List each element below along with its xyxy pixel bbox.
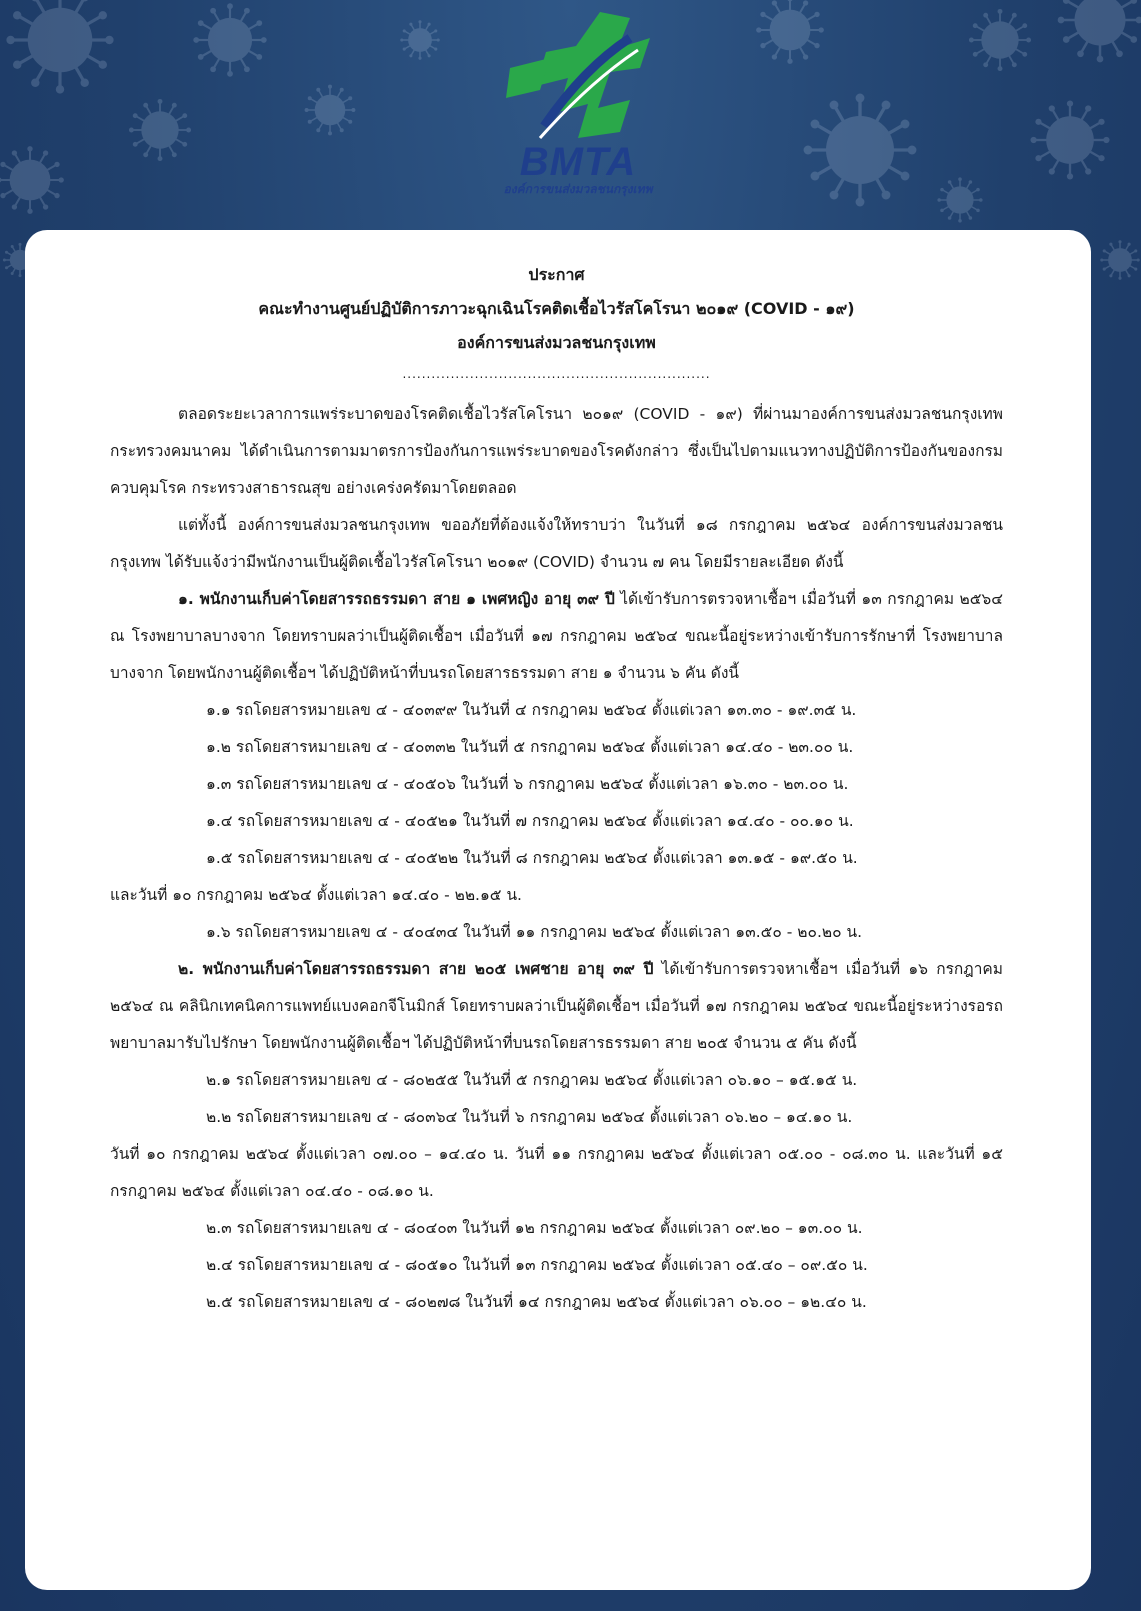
case1-item: ๑.๒ รถโดยสารหมายเลข ๔ - ๔๐๓๓๒ ในวันที่ ๕ กรกฎาคม ๒๕๖๔ ตั้งแต่เวลา ๑๔.๔๐ - ๒๓.๐๐ น. (206, 738, 854, 756)
case2-heading: ๒. พนักงานเก็บค่าโดยสารรถธรรมดา สาย ๒๐๕ เพศชาย อายุ ๓๙ ปี (178, 960, 654, 978)
case1-item: ๑.๓ รถโดยสารหมายเลข ๔ - ๔๐๕๐๖ ในวันที่ ๖ กรกฎาคม ๒๕๖๔ ตั้งแต่เวลา ๑๖.๓๐ - ๒๓.๐๐ น. (206, 775, 849, 793)
virus-icon (400, 20, 440, 60)
intro-paragraph-1: ตลอดระยะเวลาการแพร่ระบาดของโรคติดเชื้อไวรัสโคโรนา ๒๐๑๙ (COVID - ๑๙) ที่ผ่านมาองค์การขนส่งมวลชนกรุงเทพ กระทรวงคมนาคม ได้ดำเนินการตามมาตรการป้องกันการแพร่ระบาดของโรคดังกล่าว ซึ่งเป็นไปตามแนวทางปฏิบัติการป้องกันของกรมควบคุมโรค กระทรวงสาธารณสุข อย่างเคร่งครัดมาโดยตลอด (110, 405, 1003, 497)
announcement-org: องค์การขนส่งมวลชนกรุงเทพ (457, 333, 656, 352)
intro-paragraph-2: แต่ทั้งนี้ องค์การขนส่งมวลชนกรุงเทพ ขออภัยที่ต้องแจ้งให้ทราบว่า ในวันที่ ๑๘ กรกฎาคม ๒๕๖๔ องค์การขนส่งมวลชนกรุงเทพ ได้รับแจ้งว่ามีพนักงานเป็นผู้ติดเชื้อไวรัสโคโรนา ๒๐๑๙ (COVID) จำนวน ๗ คน โดยมีรายละเอียด ดังนี้ (110, 516, 1003, 571)
case2-item: ๒.๒ รถโดยสารหมายเลข ๔ - ๘๐๓๖๔ ในวันที่ ๖ กรกฎาคม ๒๕๖๔ ตั้งแต่เวลา ๐๖.๒๐ – ๑๔.๑๐ น. (206, 1108, 853, 1126)
case1-item: ๑.๖ รถโดยสารหมายเลข ๔ - ๔๐๔๓๔ ในวันที่ ๑๑ กรกฎาคม ๒๕๖๔ ตั้งแต่เวลา ๑๓.๕๐ - ๒๐.๒๐ น. (206, 923, 863, 941)
case1-item: ๑.๕ รถโดยสารหมายเลข ๔ - ๔๐๕๒๒ ในวันที่ ๘ กรกฎาคม ๒๕๖๔ ตั้งแต่เวลา ๑๓.๑๕ - ๑๙.๕๐ น. (206, 849, 858, 867)
virus-icon (756, 0, 824, 64)
divider-dots: ................................................................ (402, 367, 711, 381)
logo-wordmark: BMTA (519, 140, 637, 184)
virus-icon (193, 3, 266, 76)
case2-item: ๒.๕ รถโดยสารหมายเลข ๔ - ๘๐๒๗๘ ในวันที่ ๑๔ กรกฎาคม ๒๕๖๔ ตั้งแต่เวลา ๐๖.๐๐ – ๑๒.๔๐ น. (206, 1293, 867, 1311)
virus-icon (0, 146, 64, 214)
case1-heading: ๑. พนักงานเก็บค่าโดยสารรถธรรมดา สาย ๑ เพศหญิง อายุ ๓๙ ปี (178, 590, 615, 608)
case2-item: ๒.๑ รถโดยสารหมายเลข ๔ - ๘๐๒๕๕ ในวันที่ ๕ กรกฎาคม ๒๕๖๔ ตั้งแต่เวลา ๐๖.๑๐ – ๑๕.๑๕ น. (206, 1071, 858, 1089)
virus-icon (804, 94, 917, 207)
virus-icon (969, 9, 1031, 71)
virus-icon (937, 177, 982, 222)
case1-item5-continuation: และวันที่ ๑๐ กรกฎาคม ๒๕๖๔ ตั้งแต่เวลา ๑๔.๔๐ - ๒๒.๑๕ น. (110, 886, 522, 904)
virus-icon (129, 99, 191, 161)
case1-item: ๑.๔ รถโดยสารหมายเลข ๔ - ๔๐๕๒๑ ในวันที่ ๗ กรกฎาคม ๒๕๖๔ ตั้งแต่เวลา ๑๔.๔๐ - ๐๐.๑๐ น. (206, 812, 854, 830)
announcement-title: ประกาศ (528, 265, 585, 284)
case2-item: ๒.๓ รถโดยสารหมายเลข ๔ - ๘๐๔๐๓ ในวันที่ ๑๒ กรกฎาคม ๒๕๖๔ ตั้งแต่เวลา ๐๙.๒๐ – ๑๓.๐๐ น. (206, 1219, 863, 1237)
case2-item2-continuation: วันที่ ๑๐ กรกฎาคม ๒๕๖๔ ตั้งแต่เวลา ๐๗.๐๐ – ๑๔.๔๐ น. วันที่ ๑๑ กรกฎาคม ๒๕๖๔ ตั้งแต่เวลา ๐๕.๐๐ - ๐๘.๓๐ น. และวันที่ ๑๕ กรกฎาคม ๒๕๖๔ ตั้งแต่เวลา ๐๔.๔๐ - ๐๘.๑๐ น. (110, 1145, 1003, 1200)
virus-icon (1100, 240, 1140, 280)
announcement-document (110, 258, 1003, 1321)
virus-icon (305, 85, 356, 136)
virus-icon (1058, 0, 1141, 62)
case1-text: ได้เข้ารับการตรวจหาเชื้อฯ เมื่อวันที่ ๑๓ กรกฎาคม ๒๕๖๔ ณ โรงพยาบาลบางจาก โดยทราบผลว่าเป็นผู้ติดเชื้อฯ เมื่อวันที่ ๑๗ กรกฎาคม ๒๕๖๔ ขณะนี้อยู่ระหว่างเข้ารับการรักษาที่ โรงพยาบาลบางจาก โดยพนักงานผู้ติดเชื้อฯ ได้ปฏิบัติหน้าที่บนรถโดยสารธรรมดา สาย ๑ จำนวน ๖ คัน ดังนี้ (110, 590, 1003, 682)
virus-icon (1030, 100, 1109, 179)
case2-text: ได้เข้ารับการตรวจหาเชื้อฯ เมื่อวันที่ ๑๖ กรกฎาคม ๒๕๖๔ ณ คลินิกเทคนิคการแพทย์แบงคอกจีโนมิกส์ โดยทราบผลว่าเป็นผู้ติดเชื้อฯ เมื่อวันที่ ๑๗ กรกฎาคม ๒๕๖๔ ขณะนี้อยู่ระหว่างรอรถพยาบาลมารับไปรักษา โดยพนักงานผู้ติดเชื้อฯ ได้ปฏิบัติหน้าที่บนรถโดยสารธรรมดา สาย ๒๐๕ จำนวน ๕ คัน ดังนี้ (110, 960, 1003, 1052)
case1-item: ๑.๑ รถโดยสารหมายเลข ๔ - ๔๐๓๙๙ ในวันที่ ๔ กรกฎาคม ๒๕๖๔ ตั้งแต่เวลา ๑๓.๓๐ - ๑๙.๓๕ น. (206, 701, 857, 719)
logo-subtitle: องค์การขนส่งมวลชนกรุงเทพ (503, 182, 653, 196)
virus-icon (6, 0, 113, 94)
announcement-subtitle: คณะทำงานศูนย์ปฏิบัติการภาวะฉุกเฉินโรคติดเชื้อไวรัสโคโรนา ๒๐๑๙ (COVID - ๑๙) (258, 299, 855, 318)
case1-paragraph (110, 581, 1003, 692)
case2-paragraph (110, 951, 1003, 1062)
case2-item: ๒.๔ รถโดยสารหมายเลข ๔ - ๘๐๕๑๐ ในวันที่ ๑๓ กรกฎาคม ๒๕๖๔ ตั้งแต่เวลา ๐๕.๔๐ – ๐๙.๕๐ น. (206, 1256, 868, 1274)
